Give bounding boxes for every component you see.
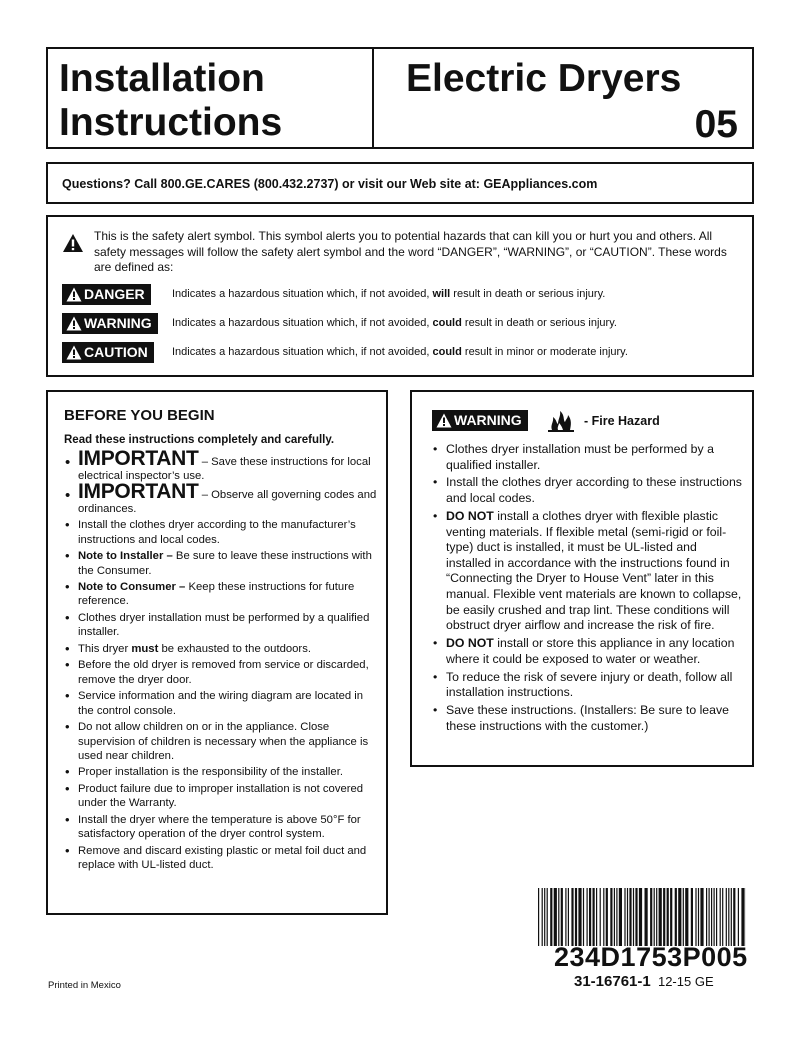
barcode-bar [596,888,597,946]
questions-box [46,162,754,204]
barcode-bar [656,888,657,946]
barcode-bar [714,888,715,946]
list-item: • Clothes dryer installation must be performed by a qualified installer. [64,611,380,640]
barcode-bar [633,888,634,946]
barcode-bar [645,888,648,946]
barcode-bar [639,888,642,946]
barcode-bar [667,888,669,946]
barcode-bar [589,888,591,946]
barcode-bar [578,888,581,946]
barcode-bar [603,888,604,946]
barcode-bar [568,888,569,946]
barcode-bar [619,888,622,946]
safety-alert-icon [62,233,84,253]
signal-description: Indicates a hazardous situation which, if not avoided, will result in death or serious injury. [172,288,606,300]
safety-alert-icon [66,345,82,360]
header-title-box [46,47,374,149]
safety-definitions-box [46,215,754,377]
warning-list [432,442,742,736]
barcode-bar [741,888,744,946]
barcode-bar [722,888,723,946]
barcode-bar [616,888,617,946]
barcode-bar [614,888,615,946]
questions-text: Questions? Call 800.GE.CARES (800.432.2737) or visit our Web site at: GEAppliances.com [62,177,598,191]
barcode-bar [720,888,721,946]
barcode-bar [538,888,539,946]
product-number: 05 [694,103,738,146]
barcode-bar [624,888,625,946]
hazard-title: - Fire Hazard [584,414,660,428]
barcode-bar [691,888,693,946]
barcode-bar [698,888,699,946]
barcode-bar [547,888,548,946]
barcode-bar [711,888,712,946]
fire-hazard-warning-box [410,390,754,767]
safety-alert-icon [66,287,82,302]
barcode-bar [610,888,612,946]
safety-alert-icon [66,316,82,331]
list-item: • Note to Installer – Be sure to leave these instructions with the Consumer. [64,549,380,578]
barcode [538,888,748,946]
barcode-bar [695,888,696,946]
barcode-bar [709,888,710,946]
barcode-bar [731,888,732,946]
document-number: 31-16761-1 12-15 GE [574,973,714,990]
signal-description: Indicates a hazardous situation which, if not avoided, could result in minor or moderate injury. [172,346,628,358]
barcode-bar [593,888,595,946]
list-item: • Install the clothes dryer according to these instructions and local codes. [432,475,742,506]
barcode-bar [678,888,681,946]
list-item: • Before the old dryer is removed from service or discarded, remove the dryer door. [64,658,380,687]
list-item: • Proper installation is the responsibility of the installer. [64,765,380,779]
barcode-bar [706,888,707,946]
barcode-bar [726,888,727,946]
barcode-bar [558,888,559,946]
barcode-bar [575,888,577,946]
barcode-bar [683,888,684,946]
barcode-bar [654,888,655,946]
barcode-bar [635,888,637,946]
barcode-bar [571,888,573,946]
before-list [64,447,380,875]
list-item: • IMPORTANT – Save these instructions for local electrical inspector’s use. [64,452,380,483]
list-item: • To reduce the risk of severe injury or death, follow all installation instructions. [432,670,742,701]
barcode-bar [554,888,557,946]
barcode-bar [544,888,545,946]
signal-word-danger: DANGER [62,284,151,305]
barcode-bar [650,888,652,946]
list-item: • DO NOT install or store this appliance in any location where it could be exposed to water or weather. [432,636,742,667]
list-item: • Do not allow children on or in the appliance. Close supervision of children is necessary when the appliance is used near children. [64,720,380,763]
barcode-bar [629,888,631,946]
warning-header [432,410,660,432]
barcode-bar [561,888,563,946]
signal-word-caution: CAUTION [62,342,154,363]
header-product-box [372,47,754,149]
list-item: • Remove and discard existing plastic or metal foil duct and replace with UL-listed duct. [64,844,380,873]
barcode-bar [738,888,739,946]
list-item: • Save these instructions. (Installers: Be sure to leave these instructions with the customer.) [432,703,742,734]
list-item: • Product failure due to improper installation is not covered under the Warranty. [64,782,380,811]
list-item: • Clothes dryer installation must be performed by a qualified installer. [432,442,742,473]
before-you-begin-box [46,390,388,915]
list-item: • Note to Consumer – Keep these instructions for future reference. [64,580,380,609]
barcode-bar [670,888,672,946]
barcode-bar [733,888,735,946]
barcode-bar [700,888,703,946]
barcode-bar [716,888,717,946]
barcode-bar [675,888,677,946]
list-item: • This dryer must be exhausted to the outdoors. [64,642,380,656]
document-title: Installation Instructions [59,57,283,144]
signal-description: Indicates a hazardous situation which, if not avoided, could result in death or serious injury. [172,317,617,329]
list-item: • DO NOT install a clothes dryer with flexible plastic venting materials. If flexible metal (semi-rigid or foil-type) duct is installed, it must be UL-listed and installed in accordance with the instructions found in “Connecting the Dryer to House Vent” later in this manual. Flexible vent materials are known to collapse, be easily crushed and trap lint. These conditions will obstruct dryer airflow and increase the risk of fire. [432,509,742,634]
barcode-bar [663,888,665,946]
barcode-bar [587,888,588,946]
fire-icon [544,410,578,434]
list-item: • Install the dryer where the temperature is above 50°F for satisfactory operation of the dryer control system. [64,813,380,842]
barcode-bar [606,888,608,946]
barcode-bar [565,888,566,946]
section-heading: BEFORE YOU BEGIN [64,407,215,424]
barcode-bar [728,888,729,946]
part-number: 234D1753P005 [554,942,748,972]
safety-alert-icon [436,413,452,428]
barcode-bar [627,888,628,946]
barcode-bar [659,888,662,946]
list-item: • IMPORTANT – Observe all governing codes and ordinances. [64,485,380,516]
printed-in: Printed in Mexico [48,980,121,991]
warning-signal-word: WARNING [432,410,528,431]
section-subheading: Read these instructions completely and carefully. [64,434,335,446]
product-title: Electric Dryers [406,57,682,100]
list-item: • Service information and the wiring diagram are located in the control console. [64,689,380,718]
barcode-bar [583,888,584,946]
list-item: • Install the clothes dryer according to the manufacturer’s instructions and local codes. [64,518,380,547]
safety-intro: This is the safety alert symbol. This symbol alerts you to potential hazards that can kill you or hurt you and others. All safety messages will follow the safety alert symbol and the word “DANGER”, “WARNING”, or “CAUTION”. These words are defined as: [94,229,727,274]
barcode-bar [542,888,543,946]
barcode-bar [550,888,552,946]
barcode-bar [685,888,688,946]
barcode-bar [600,888,601,946]
signal-word-warning: WARNING [62,313,158,334]
